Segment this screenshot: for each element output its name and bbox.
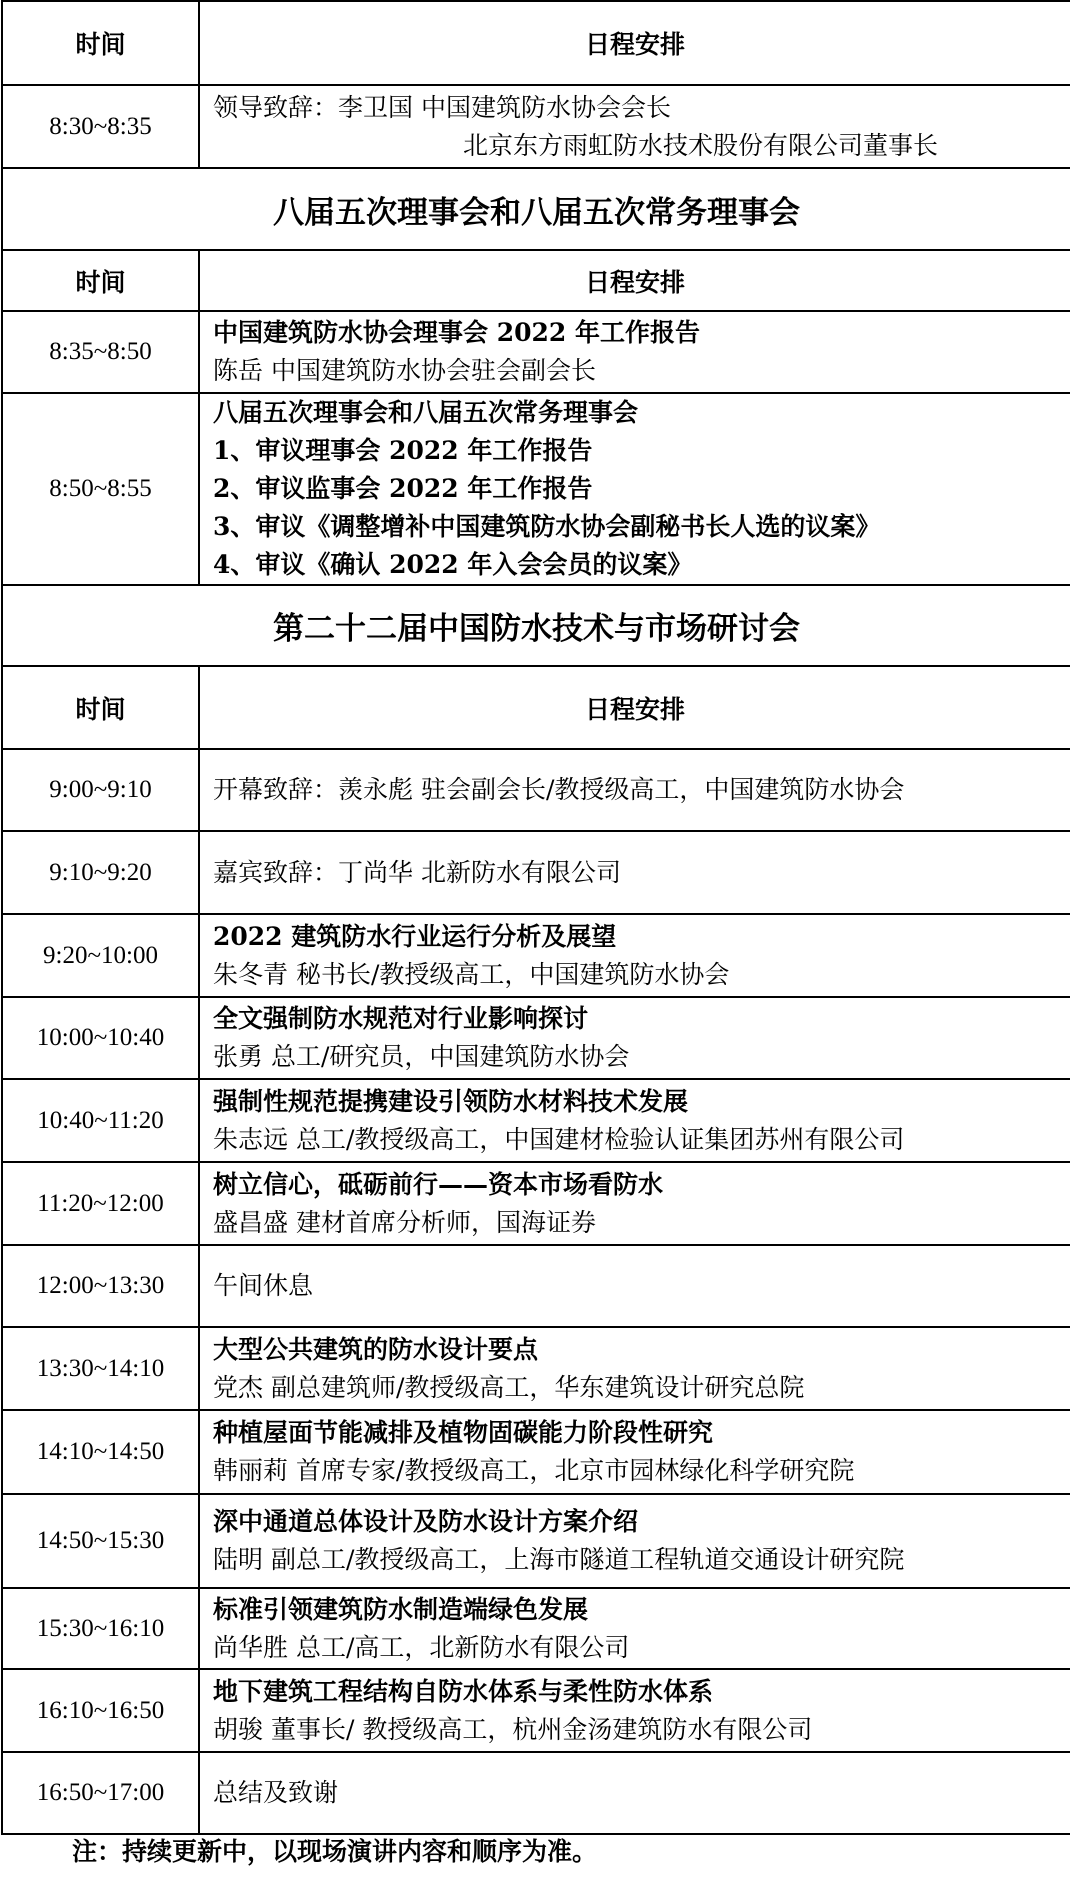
table-row <box>2 1752 1070 1834</box>
table-row <box>2 1669 1070 1752</box>
time-cell: 8:35~8:50 <box>2 311 199 393</box>
time-cell: 8:50~8:55 <box>2 393 199 585</box>
table-row <box>2 749 1070 831</box>
table-row <box>2 997 1070 1079</box>
agenda-item-line: 3、审议《调整增补中国建筑防水协会副秘书长人选的议案》 <box>213 512 881 541</box>
talk-speaker: 党杰 副总建筑师/教授级高工，华东建筑设计研究总院 <box>213 1372 805 1402</box>
section-row <box>2 585 1070 666</box>
time-cell: 8:30~8:35 <box>2 85 199 168</box>
time-cell: 14:10~14:50 <box>2 1410 199 1494</box>
schedule-cell <box>199 393 1070 585</box>
talk-title: 地下建筑工程结构自防水体系与柔性防水体系 <box>213 1676 714 1706</box>
table-row <box>2 1588 1070 1669</box>
schedule-cell <box>199 85 1070 168</box>
schedule-cell <box>199 1327 1070 1410</box>
talk-speaker: 陆明 副总工/教授级高工，上海市隧道工程轨道交通设计研究院 <box>213 1545 905 1574</box>
table-row <box>2 1410 1070 1494</box>
header-schedule: 日程安排 <box>199 250 1070 311</box>
talk-speaker: 陈岳 中国建筑防水协会驻会副会长 <box>213 356 596 385</box>
table-header <box>2 666 1070 749</box>
table-row <box>2 1327 1070 1410</box>
talk-title: 大型公共建筑的防水设计要点 <box>213 1334 539 1364</box>
talk-title: 强制性规范提携建设引领防水材料技术发展 <box>213 1086 689 1116</box>
opening-affiliation: 北京东方雨虹防水技术股份有限公司董事长 <box>463 130 939 160</box>
agenda-item-line: 1、审议理事会 2022 年工作报告 <box>213 436 593 465</box>
table-row <box>2 1494 1070 1588</box>
table-row <box>2 393 1070 585</box>
talk-title: 全文强制防水规范对行业影响探讨 <box>213 1004 589 1033</box>
time-cell: 12:00~13:30 <box>2 1245 199 1327</box>
schedule-cell: 午间休息 <box>199 1245 1070 1327</box>
schedule-cell: 嘉宾致辞：丁尚华 北新防水有限公司 <box>199 831 1070 914</box>
talk-speaker: 胡骏 董事长/ 教授级高工，杭州金汤建筑防水有限公司 <box>213 1714 813 1744</box>
schedule-cell: 开幕致辞：羡永彪 驻会副会长/教授级高工，中国建筑防水协会 <box>199 749 1070 831</box>
time-cell: 10:40~11:20 <box>2 1079 199 1162</box>
section-row <box>2 168 1070 250</box>
section-title: 八届五次理事会和八届五次常务理事会 <box>2 168 1070 250</box>
table-row <box>2 1079 1070 1162</box>
table-row <box>2 831 1070 914</box>
time-cell: 15:30~16:10 <box>2 1588 199 1669</box>
agenda-item-line: 2、审议监事会 2022 年工作报告 <box>213 474 593 503</box>
talk-speaker: 朱志远 总工/教授级高工，中国建材检验认证集团苏州有限公司 <box>213 1124 905 1154</box>
schedule-cell <box>199 1162 1070 1245</box>
table-row <box>2 1162 1070 1245</box>
time-cell: 9:10~9:20 <box>2 831 199 914</box>
schedule-cell <box>199 1588 1070 1669</box>
header-time: 时间 <box>2 250 199 311</box>
table-header <box>2 1 1070 85</box>
talk-title: 树立信心，砥砺前行——资本市场看防水 <box>213 1169 664 1199</box>
talk-title: 中国建筑防水协会理事会 2022 年工作报告 <box>213 318 700 347</box>
table-header <box>2 250 1070 311</box>
schedule-cell <box>199 1410 1070 1494</box>
schedule-cell <box>199 997 1070 1079</box>
time-cell: 10:00~10:40 <box>2 997 199 1079</box>
schedule-cell <box>199 914 1070 997</box>
schedule-cell <box>199 1669 1070 1752</box>
talk-speaker: 张勇 总工/研究员，中国建筑防水协会 <box>213 1042 630 1071</box>
schedule-cell <box>199 311 1070 393</box>
talk-speaker: 盛昌盛 建材首席分析师，国海证券 <box>213 1207 596 1237</box>
agenda-item-line: 八届五次理事会和八届五次常务理事会 <box>213 398 639 427</box>
time-cell: 9:20~10:00 <box>2 914 199 997</box>
time-cell: 16:10~16:50 <box>2 1669 199 1752</box>
section-title: 第二十二届中国防水技术与市场研讨会 <box>2 585 1070 666</box>
header-schedule: 日程安排 <box>199 666 1070 749</box>
table-row <box>2 1245 1070 1327</box>
footnote: 注：持续更新中，以现场演讲内容和顺序为准。 <box>72 1837 598 1866</box>
time-cell: 14:50~15:30 <box>2 1494 199 1588</box>
talk-speaker: 朱冬青 秘书长/教授级高工，中国建筑防水协会 <box>213 959 730 989</box>
table-row <box>2 311 1070 393</box>
talk-speaker: 尚华胜 总工/高工，北新防水有限公司 <box>213 1632 630 1662</box>
time-cell: 11:20~12:00 <box>2 1162 199 1245</box>
table-row <box>2 85 1070 168</box>
schedule-cell <box>199 1079 1070 1162</box>
agenda-table <box>1 0 1070 1835</box>
schedule-cell <box>199 1494 1070 1588</box>
time-cell: 16:50~17:00 <box>2 1752 199 1834</box>
header-schedule: 日程安排 <box>199 1 1070 85</box>
talk-title: 深中通道总体设计及防水设计方案介绍 <box>213 1507 639 1536</box>
time-cell: 9:00~9:10 <box>2 749 199 831</box>
talk-title: 种植屋面节能减排及植物固碳能力阶段性研究 <box>213 1418 714 1447</box>
talk-title: 2022 建筑防水行业运行分析及展望 <box>213 921 617 951</box>
schedule-cell: 总结及致谢 <box>199 1752 1070 1834</box>
talk-speaker: 韩丽莉 首席专家/教授级高工，北京市园林绿化科学研究院 <box>213 1456 855 1485</box>
table-row <box>2 914 1070 997</box>
header-time: 时间 <box>2 666 199 749</box>
talk-title: 标准引领建筑防水制造端绿色发展 <box>213 1594 589 1624</box>
time-cell: 13:30~14:10 <box>2 1327 199 1410</box>
header-time: 时间 <box>2 1 199 85</box>
opening-speaker: 领导致辞：李卫国 中国建筑防水协会会长 <box>213 92 671 122</box>
agenda-item-line: 4、审议《确认 2022 年入会会员的议案》 <box>213 550 693 579</box>
